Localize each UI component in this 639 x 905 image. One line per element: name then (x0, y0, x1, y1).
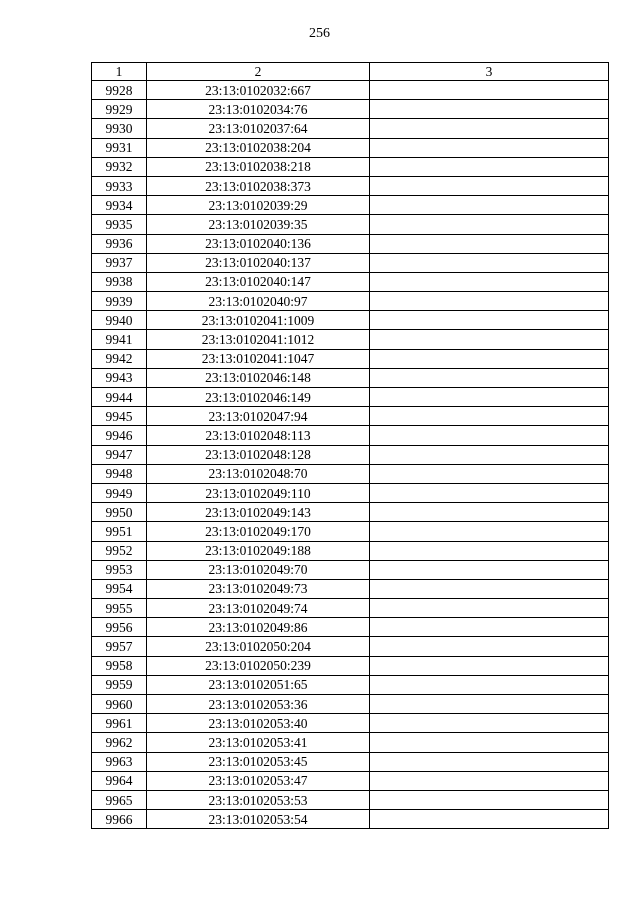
table-row (92, 695, 609, 714)
table-row (92, 388, 609, 407)
row-number-cell: 9955 (92, 599, 147, 618)
table-row (92, 100, 609, 119)
row-number-cell: 9957 (92, 637, 147, 656)
cadastral-number-cell: 23:13:0102048:70 (147, 464, 370, 483)
notes-cell (370, 100, 609, 119)
cadastral-number-cell: 23:13:0102038:218 (147, 157, 370, 176)
cadastral-number-cell: 23:13:0102050:204 (147, 637, 370, 656)
row-number-cell: 9936 (92, 234, 147, 253)
cadastral-number-cell: 23:13:0102050:239 (147, 656, 370, 675)
table-row (92, 176, 609, 195)
cadastral-number-cell: 23:13:0102053:53 (147, 790, 370, 809)
notes-cell (370, 579, 609, 598)
row-number-cell: 9952 (92, 541, 147, 560)
table-row (92, 810, 609, 829)
cadastral-number-cell: 23:13:0102049:74 (147, 599, 370, 618)
notes-cell (370, 119, 609, 138)
notes-cell (370, 157, 609, 176)
cadastral-number-cell: 23:13:0102049:70 (147, 560, 370, 579)
table-row (92, 579, 609, 598)
notes-cell (370, 311, 609, 330)
notes-cell (370, 771, 609, 790)
row-number-cell: 9947 (92, 445, 147, 464)
row-number-cell: 9938 (92, 272, 147, 291)
row-number-cell: 9942 (92, 349, 147, 368)
table-body (92, 81, 609, 829)
cadastral-number-cell: 23:13:0102041:1047 (147, 349, 370, 368)
cadastral-number-cell: 23:13:0102053:36 (147, 695, 370, 714)
notes-cell (370, 599, 609, 618)
table-row (92, 196, 609, 215)
notes-cell (370, 176, 609, 195)
row-number-cell: 9953 (92, 560, 147, 579)
cadastral-number-cell: 23:13:0102051:65 (147, 675, 370, 694)
table-row (92, 599, 609, 618)
notes-cell (370, 330, 609, 349)
cadastral-number-cell: 23:13:0102040:147 (147, 272, 370, 291)
row-number-cell: 9948 (92, 464, 147, 483)
row-number-cell: 9966 (92, 810, 147, 829)
table-row (92, 215, 609, 234)
notes-cell (370, 253, 609, 272)
cadastral-number-cell: 23:13:0102049:73 (147, 579, 370, 598)
table-row (92, 714, 609, 733)
row-number-cell: 9930 (92, 119, 147, 138)
cadastral-number-cell: 23:13:0102047:94 (147, 407, 370, 426)
table-row (92, 349, 609, 368)
table-row (92, 292, 609, 311)
row-number-cell: 9935 (92, 215, 147, 234)
notes-cell (370, 138, 609, 157)
table-row (92, 330, 609, 349)
table-row (92, 790, 609, 809)
cadastral-number-cell: 23:13:0102032:667 (147, 81, 370, 100)
cadastral-number-cell: 23:13:0102039:35 (147, 215, 370, 234)
cadastral-number-cell: 23:13:0102038:204 (147, 138, 370, 157)
cadastral-number-cell: 23:13:0102053:45 (147, 752, 370, 771)
cadastral-number-cell: 23:13:0102049:170 (147, 522, 370, 541)
row-number-cell: 9963 (92, 752, 147, 771)
row-number-cell: 9944 (92, 388, 147, 407)
table-row (92, 311, 609, 330)
cadastral-number-cell: 23:13:0102053:41 (147, 733, 370, 752)
row-number-cell: 9928 (92, 81, 147, 100)
row-number-cell: 9939 (92, 292, 147, 311)
notes-cell (370, 464, 609, 483)
cadastral-number-cell: 23:13:0102053:40 (147, 714, 370, 733)
row-number-cell: 9941 (92, 330, 147, 349)
row-number-cell: 9934 (92, 196, 147, 215)
notes-cell (370, 426, 609, 445)
row-number-cell: 9950 (92, 503, 147, 522)
row-number-cell: 9940 (92, 311, 147, 330)
table-row (92, 675, 609, 694)
table-row (92, 426, 609, 445)
notes-cell (370, 388, 609, 407)
cadastral-number-cell: 23:13:0102049:110 (147, 483, 370, 502)
notes-cell (370, 234, 609, 253)
table-row (92, 368, 609, 387)
row-number-cell: 9949 (92, 483, 147, 502)
table-row (92, 637, 609, 656)
table-row (92, 771, 609, 790)
cadastral-number-cell: 23:13:0102048:113 (147, 426, 370, 445)
table-row (92, 618, 609, 637)
table-row (92, 272, 609, 291)
cadastral-number-cell: 23:13:0102049:86 (147, 618, 370, 637)
row-number-cell: 9956 (92, 618, 147, 637)
table-row (92, 560, 609, 579)
table-row (92, 407, 609, 426)
notes-cell (370, 522, 609, 541)
row-number-cell: 9945 (92, 407, 147, 426)
cadastral-number-cell: 23:13:0102038:373 (147, 176, 370, 195)
row-number-cell: 9964 (92, 771, 147, 790)
cadastral-number-cell: 23:13:0102053:54 (147, 810, 370, 829)
notes-cell (370, 215, 609, 234)
notes-cell (370, 81, 609, 100)
cadastral-number-cell: 23:13:0102053:47 (147, 771, 370, 790)
notes-cell (370, 656, 609, 675)
table-row (92, 119, 609, 138)
notes-cell (370, 790, 609, 809)
row-number-cell: 9958 (92, 656, 147, 675)
table-row (92, 138, 609, 157)
table-row (92, 253, 609, 272)
notes-cell (370, 483, 609, 502)
cadastral-number-cell: 23:13:0102049:188 (147, 541, 370, 560)
notes-cell (370, 675, 609, 694)
notes-cell (370, 752, 609, 771)
notes-cell (370, 733, 609, 752)
notes-cell (370, 714, 609, 733)
column-header-2: 2 (147, 63, 370, 81)
row-number-cell: 9943 (92, 368, 147, 387)
row-number-cell: 9961 (92, 714, 147, 733)
row-number-cell: 9931 (92, 138, 147, 157)
table-row (92, 656, 609, 675)
notes-cell (370, 560, 609, 579)
table-row (92, 81, 609, 100)
table-row (92, 445, 609, 464)
notes-cell (370, 368, 609, 387)
table-row (92, 752, 609, 771)
cadastral-number-cell: 23:13:0102040:97 (147, 292, 370, 311)
table-row (92, 541, 609, 560)
cadastral-number-cell: 23:13:0102049:143 (147, 503, 370, 522)
cadastral-number-cell: 23:13:0102039:29 (147, 196, 370, 215)
row-number-cell: 9954 (92, 579, 147, 598)
row-number-cell: 9933 (92, 176, 147, 195)
cadastral-number-cell: 23:13:0102046:148 (147, 368, 370, 387)
notes-cell (370, 196, 609, 215)
notes-cell (370, 618, 609, 637)
table-row (92, 464, 609, 483)
table-row (92, 483, 609, 502)
table-row (92, 503, 609, 522)
row-number-cell: 9929 (92, 100, 147, 119)
row-number-cell: 9946 (92, 426, 147, 445)
notes-cell (370, 349, 609, 368)
row-number-cell: 9951 (92, 522, 147, 541)
cadastral-number-cell: 23:13:0102046:149 (147, 388, 370, 407)
notes-cell (370, 272, 609, 291)
column-header-1: 1 (92, 63, 147, 81)
notes-cell (370, 445, 609, 464)
cadastral-number-cell: 23:13:0102037:64 (147, 119, 370, 138)
cadastral-number-cell: 23:13:0102040:137 (147, 253, 370, 272)
notes-cell (370, 292, 609, 311)
cadastral-number-cell: 23:13:0102040:136 (147, 234, 370, 253)
notes-cell (370, 503, 609, 522)
header-row (92, 63, 609, 81)
cadastral-number-cell: 23:13:0102041:1012 (147, 330, 370, 349)
table-row (92, 733, 609, 752)
page-number: 256 (309, 26, 330, 41)
cadastral-number-cell: 23:13:0102034:76 (147, 100, 370, 119)
notes-cell (370, 637, 609, 656)
register-table (91, 62, 609, 829)
notes-cell (370, 541, 609, 560)
table-row (92, 522, 609, 541)
table-row (92, 157, 609, 176)
row-number-cell: 9960 (92, 695, 147, 714)
table-row (92, 234, 609, 253)
row-number-cell: 9965 (92, 790, 147, 809)
row-number-cell: 9959 (92, 675, 147, 694)
row-number-cell: 9937 (92, 253, 147, 272)
cadastral-number-cell: 23:13:0102041:1009 (147, 311, 370, 330)
cadastral-number-cell: 23:13:0102048:128 (147, 445, 370, 464)
notes-cell (370, 695, 609, 714)
notes-cell (370, 407, 609, 426)
row-number-cell: 9932 (92, 157, 147, 176)
notes-cell (370, 810, 609, 829)
column-header-3: 3 (370, 63, 609, 81)
row-number-cell: 9962 (92, 733, 147, 752)
